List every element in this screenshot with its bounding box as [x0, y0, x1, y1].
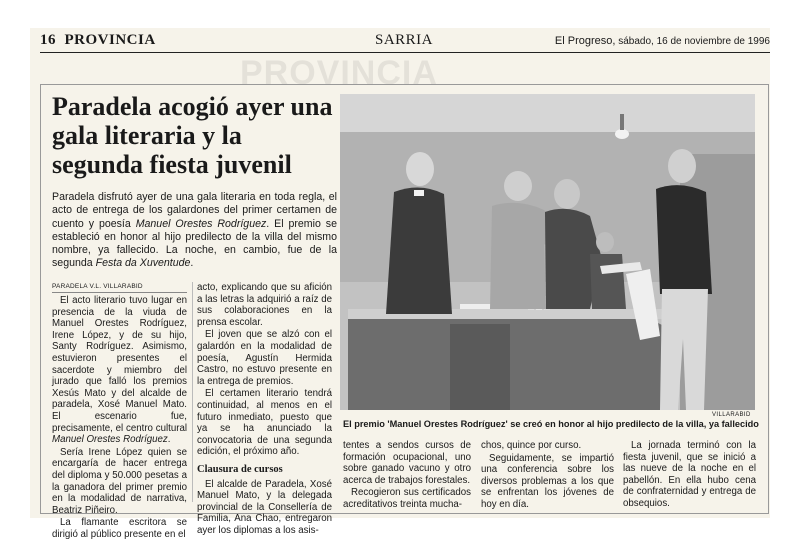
- paragraph: El acto literario tuvo lugar en presencia de la viuda de Manuel Orestes Rodríguez, Irene López, y de su hijo, Santy Rodríguez. Asimismo, estuvieron presentes el sacerdote y miembro del jurado que falló los premios Xesús Mato y del alcalde de paradela, Xosé Manuel Mato. El escenario fue, precisamente, el centro cultural Manuel Orestes Rodríguez.: [52, 295, 187, 446]
- article-deck: Paradela disfrutó ayer de una gala literaria en toda regla, el acto de entrega de los galardones del primer certamen de cuento y poesía Manuel Orestes Rodríguez. El premio se estableció en honor al hijo predilecto de la villa del mismo nombre, ya fallecido. La noche, en cambio, fue de la segunda Festa da Xuventude.: [52, 191, 337, 270]
- headline: Paradela acogió ayer una gala literaria y la segunda fiesta juvenil: [52, 92, 333, 179]
- subheading: Clausura de cursos: [197, 463, 283, 475]
- header-rule: [40, 52, 770, 53]
- page-header: [40, 32, 770, 52]
- show-through-text: PROVINCIA: [240, 54, 438, 92]
- section-label: 16 PROVINCIA: [40, 32, 156, 48]
- paragraph: El alcalde de Paradela, Xosé Manuel Mato, y la delegada provincial de la Consellería de Familia, Ana Chao, entregaron ayer los diplomas a los asis-: [197, 478, 332, 536]
- publication-date: El Progreso, sábado, 16 de noviembre de 1996: [554, 35, 770, 47]
- paragraph: chos, quince por curso.: [481, 440, 582, 451]
- paragraph: El certamen literario tendrá continuidad, al menos en el futuro inmediato, puesto que ya se ha anunciado la convocatoria de una segunda edición, el próximo año.: [197, 388, 332, 458]
- photo-credit: VILLARABID: [712, 412, 751, 418]
- text-column-1: [52, 295, 187, 541]
- photo-illustration: [340, 94, 755, 410]
- byline: PARADELA V.L. VILLARABID: [52, 283, 187, 293]
- photo-caption: El premio 'Manuel Orestes Rodríguez' se creó en honor al hijo predilecto de la villa, ya fallecido: [343, 419, 759, 429]
- paragraph: acto, explicando que su afición a las letras la adquirió a raíz de sus colaboraciones en la prensa escolar.: [197, 282, 332, 328]
- paragraph: Sería Irene López quien se encargaría de hacer entrega del diploma y 50.000 pesetas a la ganadora del primer premio en la modalidad de narrativa, Beatriz Piñeiro.: [52, 446, 187, 516]
- text-column-2: [197, 282, 332, 537]
- column-divider: [192, 282, 193, 502]
- text-column-4: [481, 440, 614, 512]
- paragraph: Recogieron sus certificados acreditativos treinta mucha-: [343, 487, 471, 510]
- paragraph: La flamante escritora se dirigió al público presente en el: [52, 517, 187, 540]
- paragraph: La jornada terminó con la fiesta juvenil, que se inició a las nueve de la noche en el pabellón. En ella hubo cena de confraternidad y entrega de obsequios.: [623, 440, 756, 509]
- text-column-3: [343, 440, 471, 512]
- text-column-5: [623, 440, 756, 511]
- paragraph: tentes a sendos cursos de formación ocupacional, uno sobre ganado vacuno y otro acerca de trabajos forestales.: [343, 440, 471, 486]
- news-photo: [340, 94, 755, 410]
- paragraph: Seguidamente, se impartió una conferencia sobre los diversos problemas a los que se enfrentan los jóvenes de hoy en día.: [481, 452, 614, 510]
- paragraph: El joven que se alzó con el galardón en la modalidad de poesía, Agustín Hermida Castro, no estuvo presente en la entrega de premios.: [197, 329, 332, 387]
- town-label: SARRIA: [375, 32, 434, 48]
